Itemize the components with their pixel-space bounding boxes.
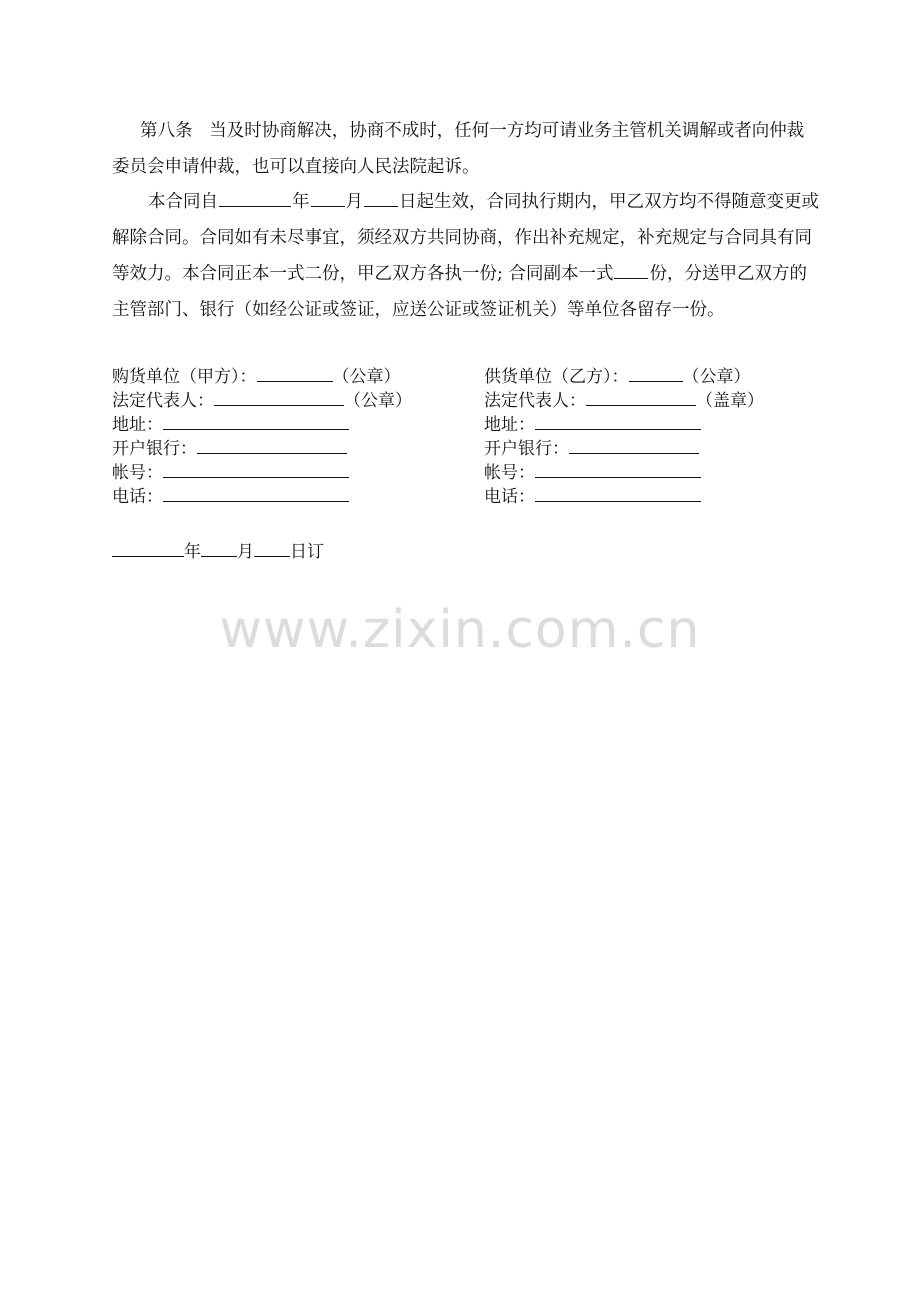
signing-day-label: 日订	[290, 542, 324, 562]
seller-unit-seal: （公章）	[682, 367, 751, 387]
seller-rep-seal: （盖章）	[696, 391, 764, 411]
seller-rep-label: 法定代表人：	[484, 391, 586, 411]
seller-bank-row	[484, 437, 699, 461]
year-blank[interactable]	[219, 190, 291, 207]
validity-text-4: 日起生效，合同执行期内，甲乙双方均不得随意变更或解除合同。合同如有未尽事宜，须经双方共同协商，作出补充规定，补充规定与合同具有同等效力。本合同正本一式二份，甲乙双方各执一份; 合同副本一式	[112, 192, 819, 284]
buyer-bank-label: 开户银行：	[112, 439, 197, 459]
article-body: 当及时协商解决，协商不成时，任何一方均可请业务主管机关调解或者向仲裁委员会申请仲裁，也可以直接向人民法院起诉。	[112, 121, 805, 177]
signing-month-label: 月	[237, 542, 254, 562]
watermark: www.zixin.com.cn	[219, 600, 701, 660]
article-8-paragraph	[112, 113, 820, 185]
buyer-address-row	[112, 413, 349, 437]
buyer-unit-row	[112, 365, 401, 389]
buyer-phone-field[interactable]	[163, 487, 349, 502]
signing-month-field[interactable]	[201, 542, 237, 557]
buyer-rep-field[interactable]	[214, 391, 344, 406]
article-heading: 第八条	[140, 121, 193, 141]
seller-account-label: 帐号：	[484, 463, 535, 483]
seller-unit-label: 供货单位（乙方）：	[484, 367, 629, 387]
buyer-account-label: 帐号：	[112, 463, 163, 483]
buyer-bank-row	[112, 437, 347, 461]
signing-date-row	[112, 540, 324, 564]
seller-address-field[interactable]	[535, 415, 701, 430]
signing-year-field[interactable]	[112, 542, 184, 557]
seller-account-row	[484, 461, 701, 485]
seller-unit-field[interactable]	[629, 367, 683, 382]
seller-unit-row	[484, 365, 751, 389]
copies-blank[interactable]	[614, 262, 648, 279]
seller-phone-field[interactable]	[535, 487, 701, 502]
month-blank[interactable]	[311, 190, 345, 207]
seller-rep-field[interactable]	[586, 391, 696, 406]
buyer-rep-seal: （公章）	[344, 391, 412, 411]
seller-bank-label: 开户银行：	[484, 439, 569, 459]
buyer-rep-label: 法定代表人：	[112, 391, 214, 411]
buyer-phone-label: 电话：	[112, 487, 163, 507]
seller-rep-row	[484, 389, 764, 413]
signing-day-field[interactable]	[254, 542, 290, 557]
buyer-phone-row	[112, 485, 349, 509]
buyer-bank-field[interactable]	[197, 439, 347, 454]
day-blank[interactable]	[364, 190, 398, 207]
buyer-unit-field[interactable]	[257, 367, 333, 382]
validity-text-1: 本合同自	[148, 192, 218, 212]
validity-text-5: 份，分送甲乙双方的主管部门、银行（如经公证或签证，应送公证或签证机关）等单位各留存一份。	[112, 264, 807, 320]
seller-account-field[interactable]	[535, 463, 701, 478]
validity-paragraph	[112, 184, 820, 328]
seller-phone-label: 电话：	[484, 487, 535, 507]
validity-text-3: 月	[345, 192, 363, 212]
buyer-rep-row	[112, 389, 412, 413]
buyer-address-label: 地址：	[112, 415, 163, 435]
seller-address-label: 地址：	[484, 415, 535, 435]
buyer-account-row	[112, 461, 349, 485]
seller-address-row	[484, 413, 701, 437]
seller-phone-row	[484, 485, 701, 509]
buyer-account-field[interactable]	[163, 463, 349, 478]
buyer-unit-seal: （公章）	[332, 367, 401, 387]
signing-year-label: 年	[184, 542, 201, 562]
buyer-unit-label: 购货单位（甲方）：	[112, 367, 257, 387]
validity-text-2: 年	[292, 192, 310, 212]
buyer-address-field[interactable]	[163, 415, 349, 430]
seller-bank-field[interactable]	[569, 439, 699, 454]
